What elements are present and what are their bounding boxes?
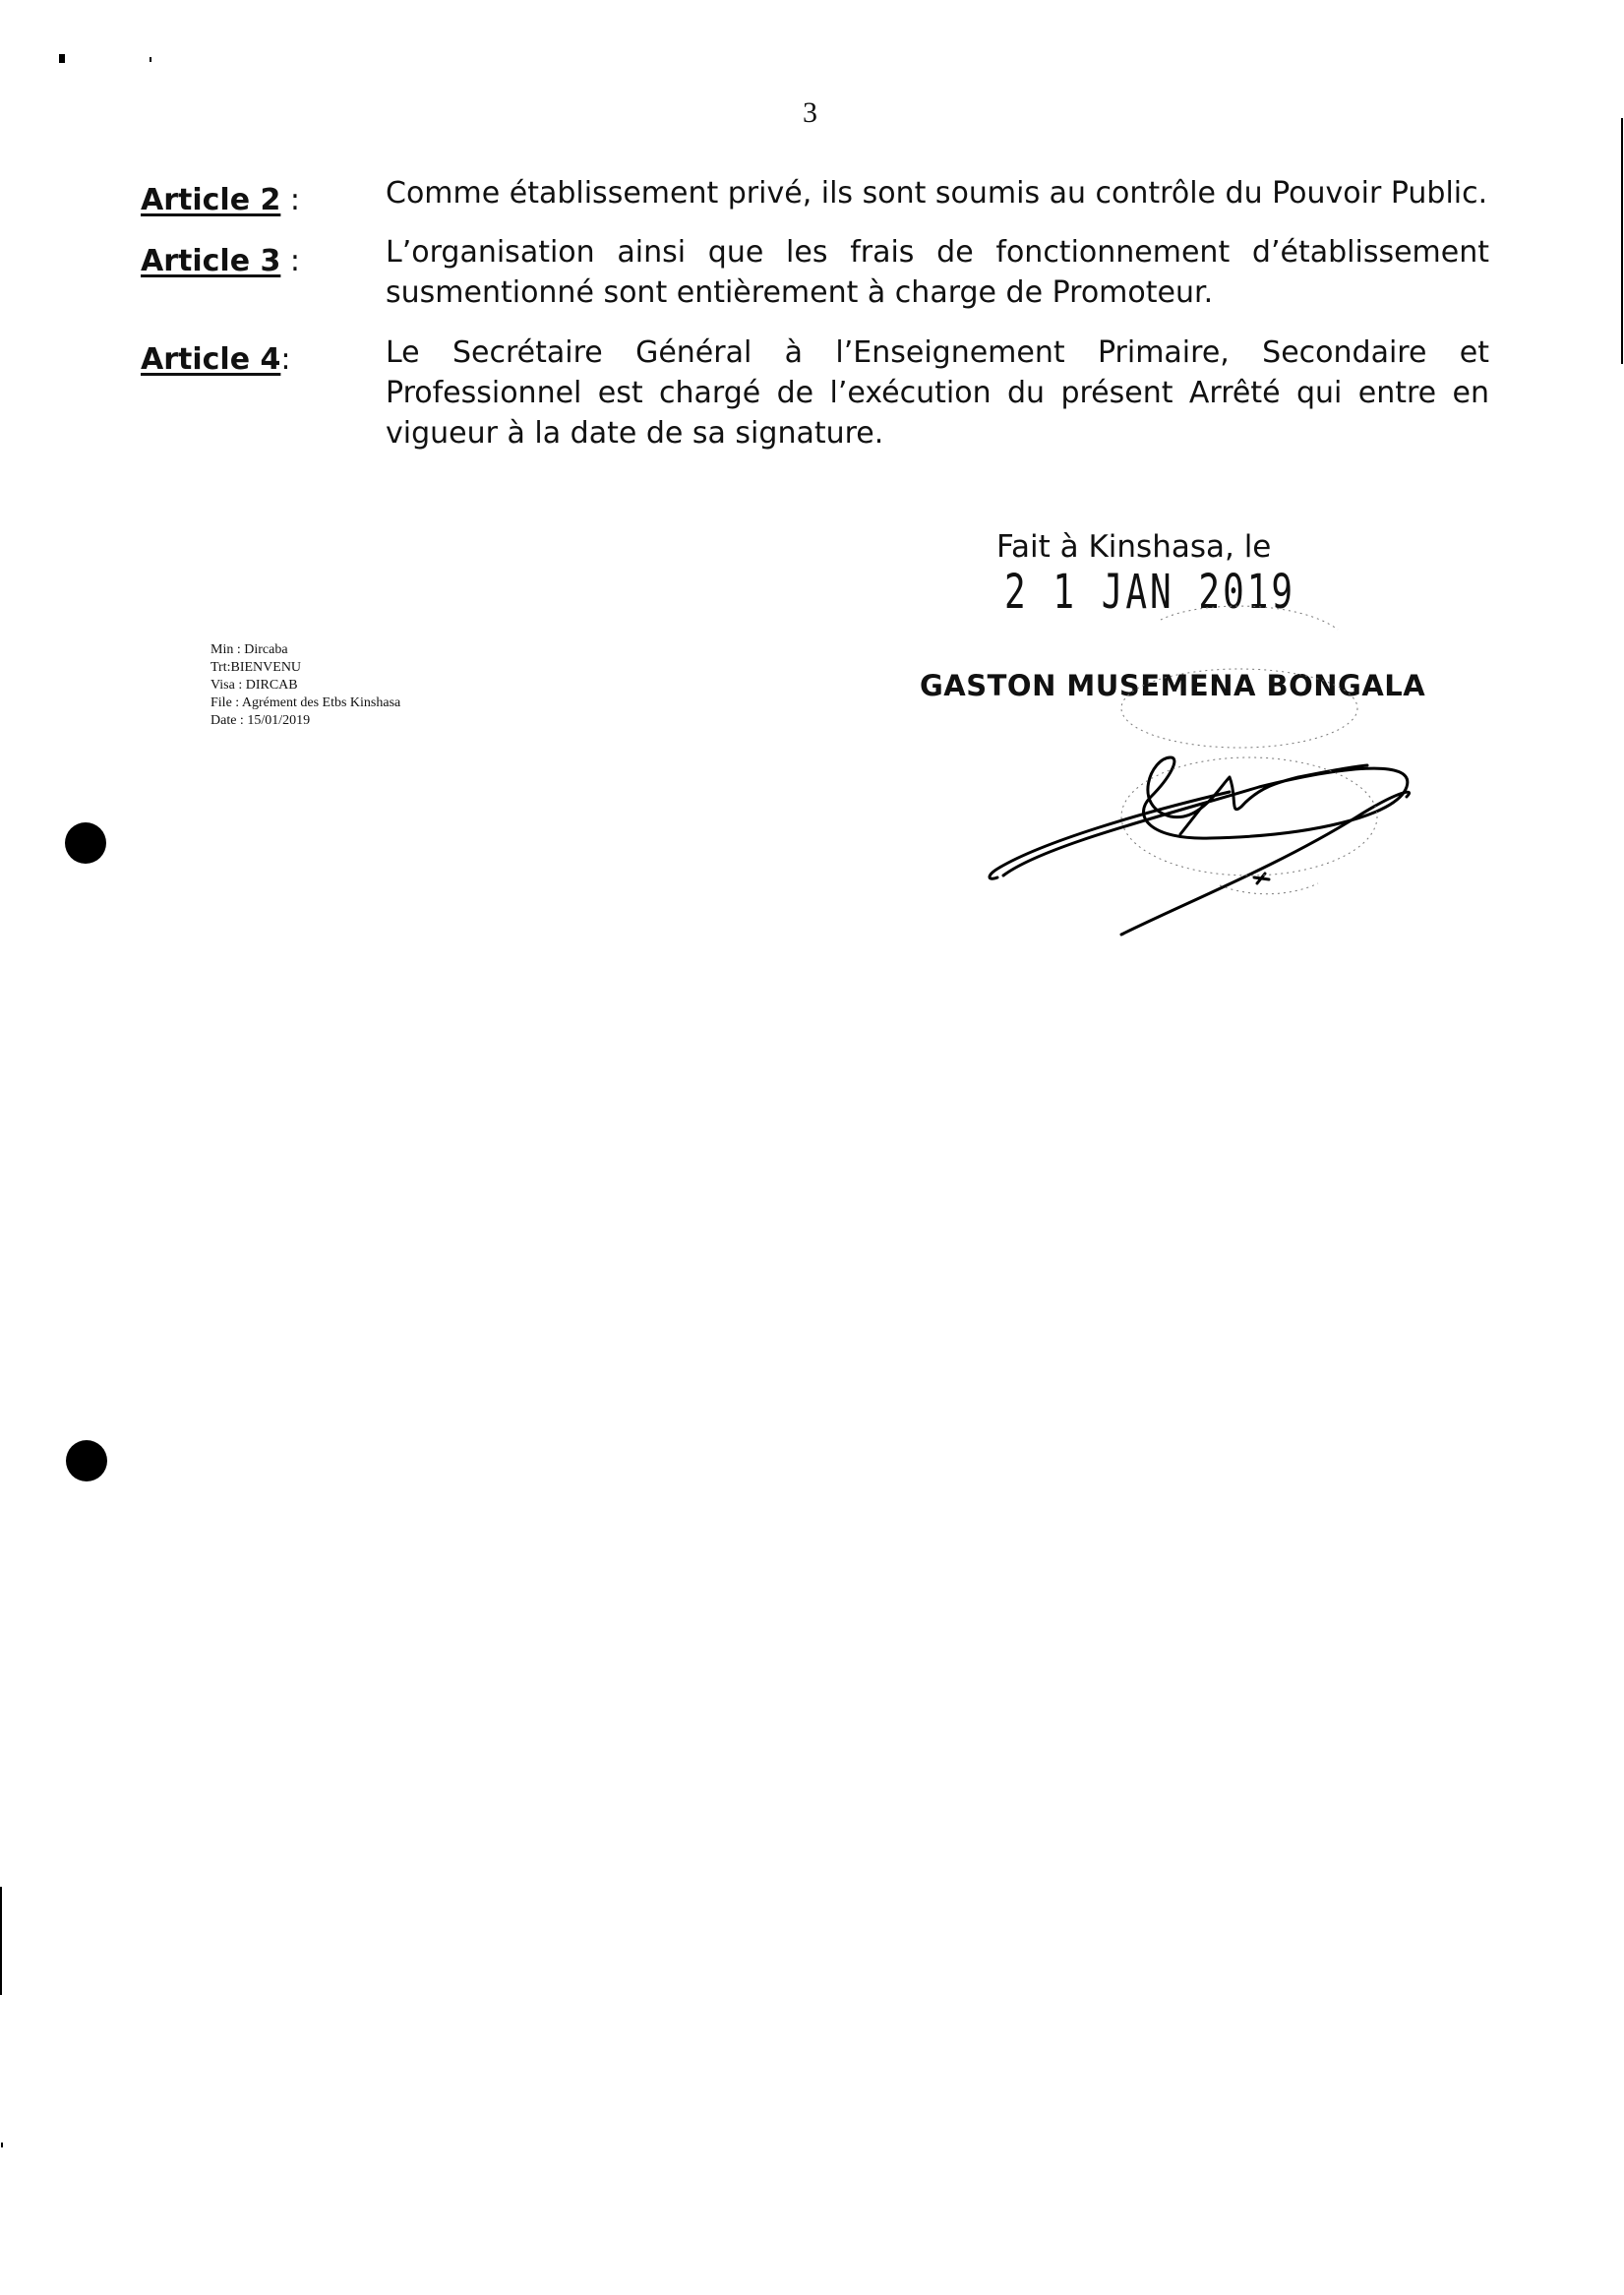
article-3-label <box>141 244 300 278</box>
reference-line: Visa : DIRCAB <box>211 678 298 693</box>
scan-speck <box>1 2143 3 2147</box>
place-text: Fait à Kinshasa, le <box>996 529 1272 565</box>
article-2-title: Article 2 <box>141 183 281 217</box>
article-3-text: L’organisation ainsi que les frais de fonctionnement d’établissement susmentionné sont entièrement à charge de Promoteur. <box>386 235 1489 310</box>
article-3-separator: : <box>280 244 301 278</box>
signatory-name: GASTON MUSEMENA BONGALA <box>920 669 1426 702</box>
article-2-separator: : <box>280 183 301 217</box>
reference-line: Date : 15/01/2019 <box>211 713 311 728</box>
article-3-title: Article 3 <box>141 244 281 278</box>
reference-line: Min : Dircaba <box>211 642 288 657</box>
article-2-label <box>141 183 300 217</box>
page-number: 3 <box>803 96 817 129</box>
punch-hole <box>65 822 106 864</box>
scan-speck <box>150 57 151 62</box>
punch-hole <box>66 1440 107 1481</box>
article-4-title: Article 4 <box>141 342 281 377</box>
article-2-text: Comme établissement privé, ils sont soumis au contrôle du Pouvoir Public. <box>386 176 1488 211</box>
article-4-text: Le Secrétaire Général à l’Enseignement Primaire, Secondaire et Professionnel est chargé de l’exécution du présent Arrêté qui entre en vigueur à la date de sa signature. <box>386 335 1489 451</box>
article-4-label <box>141 342 290 377</box>
date-stamp: 2 1 JAN 2019 <box>1004 565 1296 620</box>
reference-line: File : Agrément des Etbs Kinshasa <box>211 695 401 710</box>
reference-line: Trt:BIENVENU <box>211 660 302 675</box>
article-4-separator: : <box>280 342 291 377</box>
scan-speck <box>59 54 65 63</box>
reference-block <box>211 641 400 730</box>
scan-edge-line <box>0 1887 2 1995</box>
handwritten-signature <box>984 590 1456 944</box>
scan-edge-line <box>1621 118 1623 364</box>
